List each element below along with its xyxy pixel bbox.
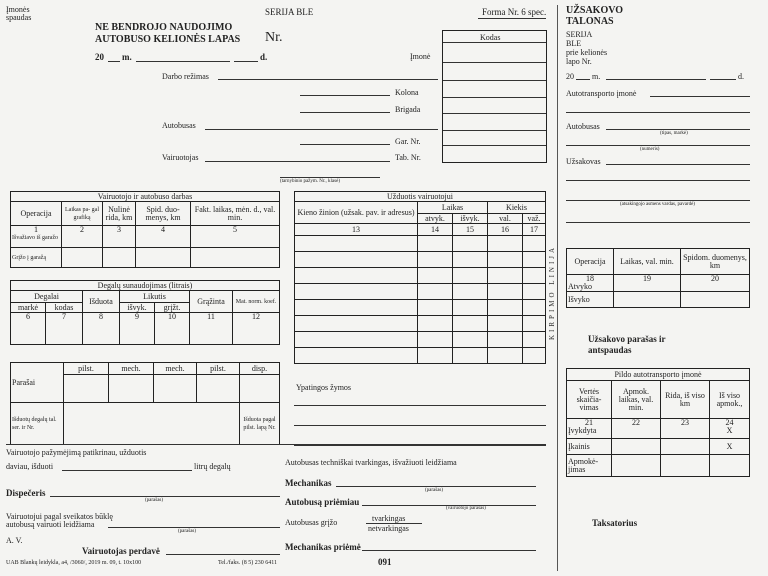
- cell[interactable]: [103, 248, 136, 268]
- num-16: 16: [488, 224, 523, 236]
- responsible-caption: (atsakingojo asmens vardas, pavardė): [620, 202, 695, 207]
- col-time: Laikas: [418, 202, 488, 214]
- publisher-footer: UAB Blankų leidykla, a4, /3060/, 2019 m. 09, t. 10x100: [6, 560, 142, 566]
- form-number: Forma Nr. 6 spec.: [482, 7, 547, 17]
- col-brand: markė: [11, 303, 46, 313]
- num-12: 12: [233, 313, 280, 345]
- talon-title-2: TALONAS: [566, 16, 614, 27]
- col-value: Vertės skaičia- vimas: [567, 381, 612, 419]
- num-15: 15: [453, 224, 488, 236]
- stamp-label: Įmonės spaudas: [6, 5, 32, 22]
- col-code: kodas: [46, 303, 83, 313]
- codes-label: Kodas: [480, 33, 501, 42]
- col-time-schedule: Laikas pa- gal grafiką: [62, 202, 103, 226]
- num-21: 21: [585, 418, 593, 427]
- num-17: 17: [523, 224, 546, 236]
- issued-text: daviau, išduoti: [6, 462, 54, 471]
- doc-number-label: Nr.: [265, 30, 283, 45]
- task-title: Užduotis vairuotojui: [295, 192, 546, 202]
- num-5: 5: [191, 226, 280, 248]
- customer-signature-label: Užsakovo parašas ir antspaudas: [588, 334, 666, 355]
- date-d: d.: [260, 52, 268, 62]
- liters-fuel-text: litrų degalų: [194, 462, 231, 471]
- col-hours: val.: [488, 214, 523, 224]
- bus-ok-text: Autobusas techniškai tvarkingas, išvažiuoti leidžiama: [285, 458, 457, 467]
- num-23: 23: [661, 419, 710, 439]
- talon-m: m.: [592, 72, 601, 81]
- talon-bus-label: Autobusas: [566, 122, 600, 131]
- row-rate: Įkainis: [567, 439, 612, 455]
- doc-title-1: NE BENDROJO NAUDOJIMO: [95, 22, 233, 33]
- col-actual-time: Fakt. laikas, mėn. d., val. min.: [191, 202, 280, 226]
- num-7: 7: [46, 313, 83, 345]
- column-label: Kolona: [395, 88, 419, 97]
- col-paid-time: Apmok. laikas, val. min.: [612, 381, 661, 419]
- num-14: 14: [418, 224, 453, 236]
- filled-by-label: Pildo autotransporto įmonė: [567, 369, 750, 381]
- license-checked-text: Vairuotojo pažymėjimą patikrinau, užduotis: [6, 448, 147, 457]
- row-completed: Įvykdyta: [568, 426, 597, 435]
- col-mech: mech.: [109, 363, 154, 375]
- health-text: Vairuotojui pagal sveikatos būklę: [6, 512, 113, 521]
- num-18: 18: [586, 274, 594, 283]
- company-label: Įmonė: [410, 52, 431, 61]
- col-pilst-2: pilst.: [197, 363, 240, 375]
- date-m: m.: [122, 52, 132, 62]
- talon-col-time: Laikas, val. min.: [614, 249, 681, 275]
- driver-label: Vairuotojas: [162, 153, 199, 162]
- talon-col-operation: Operacija: [567, 249, 614, 275]
- col-depart: išvyk.: [453, 214, 488, 224]
- driver-handed-label: Vairuotojas perdavė: [82, 546, 160, 556]
- talon-year: 20: [566, 72, 574, 81]
- col-mileage: Rida, iš viso km: [661, 381, 710, 419]
- col-norm-coef: Mat. norm. koef.: [233, 291, 280, 313]
- fuel-table: [10, 280, 280, 345]
- signature-caption-3: (parašas): [425, 488, 444, 493]
- bus-returned-label: Autobusas grįžo: [285, 518, 338, 527]
- col-trips: važ.: [523, 214, 546, 224]
- talon-sheet-nr: lapo Nr.: [566, 57, 592, 66]
- talon-d: d.: [738, 72, 744, 81]
- customer-label: Užsakovas: [566, 157, 601, 166]
- form-code: 091: [378, 557, 392, 567]
- talon-trip: prie kelionės: [566, 48, 608, 57]
- col-zero-mileage: Nulinė rida, km: [103, 202, 136, 226]
- col-fuel: Degalai: [11, 291, 83, 303]
- license-caption: (tarnybinio pažym. Nr., klasė): [280, 179, 340, 184]
- bus-label: Autobusas: [162, 121, 196, 130]
- talon-departed: Išvyko: [567, 292, 614, 308]
- talon-time-table: [566, 248, 750, 308]
- tab-nr-label: Tab. Nr.: [395, 153, 421, 162]
- col-speedometer: Spid. duo- menys, km: [136, 202, 191, 226]
- brigade-label: Brigada: [395, 105, 421, 114]
- col-disp: disp.: [240, 363, 280, 375]
- num-6: 6: [11, 313, 46, 345]
- row-departed: Išvažiavo iš garažo: [12, 235, 58, 241]
- work-table-title: Vairuotojo ir autobuso darbas: [11, 192, 280, 202]
- signatures-table: [10, 362, 280, 445]
- fuel-table-title: Degalų sunaudojimas (litrais): [11, 281, 280, 291]
- cell[interactable]: [136, 248, 191, 268]
- talon-arrived: Atvyko: [568, 282, 592, 291]
- garage-nr-label: Gar. Nr.: [395, 137, 421, 146]
- task-table: [294, 191, 546, 364]
- col-recipient: Kieno žinion (užsak. pav. ir adresus): [295, 202, 418, 224]
- date-year: 20: [95, 52, 104, 62]
- num-11: 11: [190, 313, 233, 345]
- av-label: A. V.: [6, 536, 23, 545]
- num-20: 20: [681, 275, 750, 292]
- num-9: 9: [120, 313, 155, 345]
- type-caption: (tipas, markė): [660, 131, 688, 136]
- row-payment: Apmokė- jimas: [567, 455, 612, 477]
- issued-fuel-label: Išduotų degalų tal. ser. ir Nr.: [11, 403, 64, 445]
- num-8: 8: [83, 313, 120, 345]
- num-2: 2: [62, 226, 103, 248]
- signature-caption-2: (parašas): [178, 529, 197, 534]
- cut-label: KIRPIMO LINIJA: [548, 244, 556, 340]
- col-quantity: Kiekis: [488, 202, 546, 214]
- dispatcher-label: Dispečeris: [6, 488, 46, 498]
- col-arrive: atvyk.: [418, 214, 453, 224]
- num-10: 10: [155, 313, 190, 345]
- taxer-label: Taksatorius: [592, 518, 638, 528]
- num-19: 19: [614, 275, 681, 292]
- doc-title-2: AUTOBUSO KELIONĖS LAPAS: [95, 34, 241, 45]
- col-return: grįžt.: [155, 303, 190, 313]
- talon-payment-table: [566, 368, 750, 477]
- col-total: Iš viso apmok.,: [710, 381, 750, 419]
- allowed-drive-text: autobusą vairuoti leidžiama: [6, 520, 95, 529]
- signatures-label: Parašai: [11, 363, 64, 403]
- x-mark-2: X: [710, 439, 750, 455]
- num-1: 1: [34, 225, 38, 234]
- signature-caption-1: (parašas): [145, 498, 164, 503]
- transport-company-label: Autotransporto įmonė: [566, 89, 637, 98]
- col-operation: Operacija: [11, 202, 62, 226]
- mechanic-label: Mechanikas: [285, 478, 332, 488]
- number-caption: (numeris): [640, 147, 660, 152]
- work-table: [10, 191, 280, 268]
- work-mode-label: Darbo režimas: [162, 72, 209, 81]
- talon-ble: BLE: [566, 39, 582, 48]
- special-notes-label: Ypatingos žymos: [296, 383, 352, 392]
- col-pilst: pilst.: [64, 363, 109, 375]
- cell[interactable]: [191, 248, 280, 268]
- col-returned: Grąžinta: [190, 291, 233, 313]
- mechanic-accepted-label: Mechanikas priėmė: [285, 542, 361, 552]
- num-4: 4: [136, 226, 191, 248]
- issued-by-sheet-label: Išduota pagal pilst. lapą Nr.: [240, 403, 280, 445]
- col-departure: išvyk.: [120, 303, 155, 313]
- col-mech-2: mech.: [154, 363, 197, 375]
- num-24: 24: [725, 418, 734, 427]
- col-remainder: Likutis: [120, 291, 190, 303]
- num-13: 13: [295, 224, 418, 236]
- row-returned: Grįžo į garažą: [11, 248, 62, 268]
- driver-signature-caption: (vairuotojo parašas): [446, 506, 486, 511]
- state-not-ok: netvarkingas: [368, 524, 409, 533]
- talon-col-speedo: Spidom. duomenys, km: [681, 249, 750, 275]
- series-label: SERIJA BLE: [265, 7, 314, 17]
- cell[interactable]: [62, 248, 103, 268]
- state-ok: tvarkingas: [372, 514, 406, 523]
- phone-footer: Tel./faks. (8 5) 230 6411: [218, 560, 278, 566]
- x-mark-1: X: [726, 426, 733, 435]
- num-22: 22: [612, 419, 661, 439]
- talon-title-1: UŽSAKOVO: [566, 5, 624, 16]
- num-3: 3: [103, 226, 136, 248]
- talon-series: SERIJA: [566, 30, 593, 39]
- col-issued: Išduota: [83, 291, 120, 313]
- bus-accepted-label: Autobusą priėmiau: [285, 497, 360, 507]
